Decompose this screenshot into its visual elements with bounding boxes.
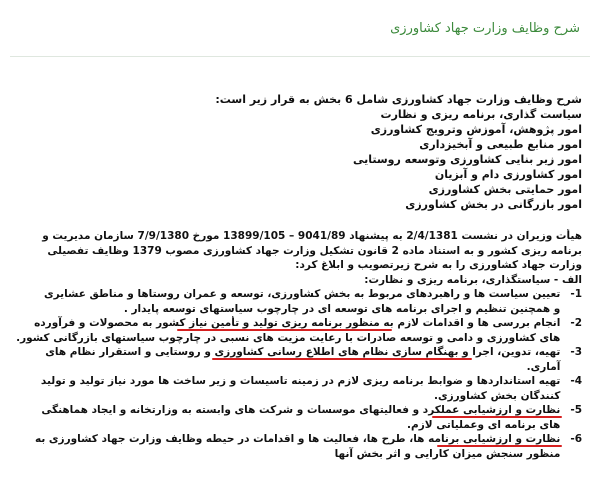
- item-text: نظارت و ارزشیابی عملکرد و فعالیتهای موسسات و شرکت های وابسته به وزارتخانه و ایجاد هماهنگی: [41, 404, 561, 416]
- decree-block: [12, 229, 582, 461]
- item-line: [12, 287, 582, 302]
- item-number: 5-: [570, 404, 582, 416]
- item-line: [12, 403, 582, 418]
- intro-sentence: شرح وظایف وزارت جهاد کشاورزی شامل 6 بخش به قرار زیر است:: [215, 93, 582, 106]
- section-item: امور پژوهش، آموزش وترویج کشاورزی: [370, 123, 582, 136]
- item-text: کنندگان بخش کشاورزی.: [433, 389, 561, 402]
- section-item: امور زیر بنایی کشاورزی وتوسعه روستایی: [352, 153, 582, 166]
- item-number: 1-: [570, 288, 582, 300]
- section-item: امور منابع طبیعی و آبخیزداری: [419, 138, 582, 151]
- item-text: های کشاورزی و دامی و توسعه صادرات با رعایت مزیت های نسبی در چارچوب سیاستهای بازرگانی کشور.: [16, 331, 561, 344]
- sections-list: [12, 107, 582, 212]
- item-line: [12, 360, 582, 375]
- item-line: [12, 447, 582, 462]
- part-heading: الف - سیاستگذاری، برنامه ریزی و نظارت:: [364, 273, 582, 286]
- section-item: امور حمایتی بخش کشاورزی: [428, 183, 582, 196]
- item-line: [12, 374, 582, 389]
- section-item: امور بازرگانی در بخش کشاورزی: [405, 198, 582, 211]
- item-text: تعیین سیاست ها و راهبردهای مربوط به بخش کشاورزی، توسعه و عمران روستاها و مناطق عشایری: [43, 288, 561, 300]
- section-item: امور کشاورزی دام و آبزیان: [434, 168, 582, 181]
- item-line: [12, 302, 582, 317]
- decree-line: هیأت وزیران در نشست 2/4/1381 به پیشنهاد 9041/89 – 13899/105 مورخ 7/9/1380 سازمان مدیریت و: [42, 230, 582, 242]
- item-text: آماری.: [526, 360, 561, 373]
- item-text: منظور سنجش میزان کارایی و اثر بخش آنها: [334, 447, 561, 460]
- item-line: [12, 316, 582, 331]
- item-number: 2-: [570, 317, 582, 329]
- item-number: 6-: [570, 433, 582, 445]
- item-line: [12, 345, 582, 360]
- item-line: [12, 331, 582, 346]
- intro-block: [12, 92, 582, 212]
- item-number: 4-: [570, 375, 582, 387]
- page-title: شرح وظایف وزارت جهاد کشاورزی: [390, 21, 580, 36]
- item-line: [12, 418, 582, 433]
- item-text: های برنامه ای وعملیاتی لازم.: [407, 418, 561, 431]
- item-text: انجام بررسی ها و اقدامات لازم به منظور برنامه ریزی تولید و تأمین نیاز کشور به محصولات و فرآورده: [34, 317, 561, 329]
- item-line: [12, 432, 582, 447]
- item-text: نظارت و ارزشیابی برنامه ها، طرح ها، فعالیت ها و اقدامات در حیطه وظایف وزارت جهاد کشاورزی به: [34, 433, 561, 445]
- item-number: 3-: [570, 346, 582, 358]
- item-text: و همچنین تنظیم و اجرای برنامه های توسعه ای در چارچوب سیاستهای توسعه پایدار .: [123, 302, 561, 315]
- item-text: تهیه، تدوین، اجرا و بهنگام سازی نظام های اطلاع رسانی کشاورزی و روستایی و استقرار نظام های: [45, 346, 561, 358]
- item-text: تهیه استانداردها و ضوابط برنامه ریزی لازم در زمینه تاسیسات و زیر ساخت ها مورد نیاز تولید و تولید: [40, 375, 561, 387]
- section-item: سیاست گذاری، برنامه ریزی و نظارت: [380, 108, 582, 121]
- title-divider: [10, 56, 590, 57]
- item-line: [12, 389, 582, 404]
- decree-line: برنامه ریزی کشور و به استناد ماده 2 قانون تشکیل وزارت جهاد کشاورزی مصوب 1379 وظایف تفصیلی: [47, 244, 582, 257]
- decree-line: وزارت جهاد کشاورزی را به شرح زیرتصویب و ابلاغ کرد:: [295, 259, 582, 271]
